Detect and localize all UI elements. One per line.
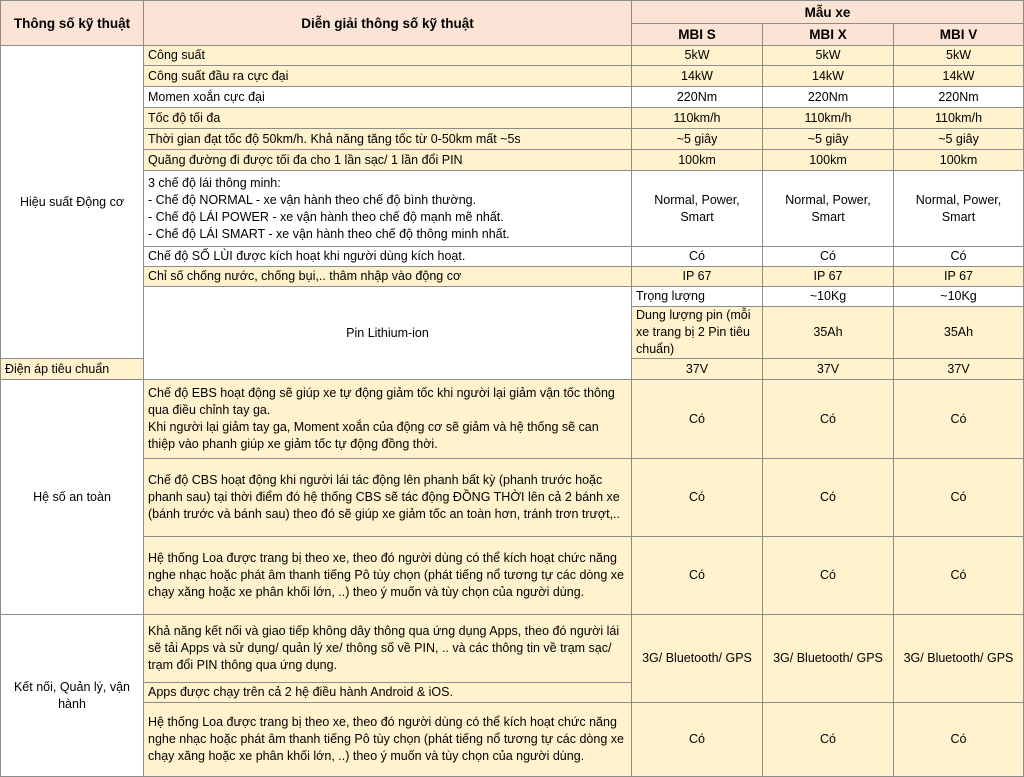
row-description: Trọng lượng bbox=[632, 287, 763, 307]
value-mbi-v: 37V bbox=[894, 359, 1024, 380]
value-mbi-v: Có bbox=[894, 703, 1024, 777]
header-model-mbi-x: MBI X bbox=[763, 24, 894, 46]
value-mbi-s: Có bbox=[632, 459, 763, 537]
value-mbi-v: Có bbox=[894, 247, 1024, 267]
value-mbi-s: 100km bbox=[632, 150, 763, 171]
row-description: Chế độ EBS hoạt động sẽ giúp xe tự động giảm tốc khi người lại giảm vận tốc thông qua điều chỉnh tay ga. Khi người lại giảm tay ga, Moment xoắn của động cơ sẽ giảm và hệ thống sẽ can thiệp vào phanh giúp xe giảm tốc tự động đồng thời. bbox=[144, 380, 632, 459]
value-mbi-s: Có bbox=[632, 247, 763, 267]
row-description: Momen xoắn cực đại bbox=[144, 87, 632, 108]
row-description: Tốc độ tối đa bbox=[144, 108, 632, 129]
value-mbi-v: 100km bbox=[894, 150, 1024, 171]
value-mbi-s: IP 67 bbox=[632, 267, 763, 287]
value-mbi-s: Có bbox=[632, 703, 763, 777]
value-mbi-v: IP 67 bbox=[894, 267, 1024, 287]
category-engine: Hiệu suất Động cơ bbox=[1, 46, 144, 359]
value-mbi-s: 14kW bbox=[632, 66, 763, 87]
value-mbi-s: 37V bbox=[632, 359, 763, 380]
value-mbi-v: ~5 giây bbox=[894, 129, 1024, 150]
value-mbi-s: 35Ah bbox=[763, 307, 894, 359]
table-row bbox=[1, 267, 1024, 287]
table-row bbox=[1, 703, 1024, 777]
value-mbi-s: Có bbox=[632, 537, 763, 615]
row-description: Chỉ số chống nước, chống bụi,.. thâm nhập vào động cơ bbox=[144, 267, 632, 287]
header-model-mbi-v: MBI V bbox=[894, 24, 1024, 46]
row-description: 3 chế độ lái thông minh: - Chế độ NORMAL - xe vận hành theo chế độ bình thường. - Chế độ LÁI POWER - xe vận hành theo chế độ mạnh mẽ nhất. - Chế độ LÁI SMART - xe vận hành theo chế độ thông minh nhất. bbox=[144, 171, 632, 247]
row-description: Chế độ CBS hoạt động khi người lái tác động lên phanh bất kỳ (phanh trước hoặc phanh sau) tại thời điểm đó hệ thống CBS sẽ tác động ĐỒNG THỜI lên cả 2 bánh xe (bánh trước và bánh sau) theo đó sẽ giúp xe giảm tốc an toàn hơn, tránh trơn trượt,.. bbox=[144, 459, 632, 537]
row-description: Apps được chạy trên cả 2 hệ điều hành Android & iOS. bbox=[144, 683, 632, 703]
row-description: Hệ thống Loa được trang bị theo xe, theo đó người dùng có thể kích hoạt chức năng nghe nhạc hoặc phát âm thanh tiếng Pô tùy chọn (phát tiếng nổ tương tự các dòng xe chạy xăng hoặc xe phân khối lớn, ..) theo ý muốn và tùy chọn của người dùng. bbox=[144, 537, 632, 615]
value-mbi-v: Normal, Power, Smart bbox=[894, 171, 1024, 247]
table-row bbox=[1, 108, 1024, 129]
value-mbi-v: 5kW bbox=[894, 46, 1024, 66]
value-mbi-s: ~10Kg bbox=[763, 287, 894, 307]
header-model-group: Mẫu xe bbox=[632, 1, 1024, 24]
table-row bbox=[1, 459, 1024, 537]
value-mbi-s: Có bbox=[632, 380, 763, 459]
value-mbi-s: 5kW bbox=[632, 46, 763, 66]
category-safety: Hệ số an toàn bbox=[1, 380, 144, 615]
table-row bbox=[1, 287, 1024, 307]
table-row bbox=[1, 615, 1024, 683]
row-description: Chế độ SỐ LÙI được kích hoạt khi người dùng kích hoạt. bbox=[144, 247, 632, 267]
value-mbi-v: 3G/ Bluetooth/ GPS bbox=[894, 615, 1024, 703]
row-description: Điện áp tiêu chuẩn bbox=[1, 359, 144, 380]
value-mbi-x: ~10Kg bbox=[894, 287, 1024, 307]
value-mbi-s: Normal, Power, Smart bbox=[632, 171, 763, 247]
value-mbi-x: Normal, Power, Smart bbox=[763, 171, 894, 247]
value-mbi-x: 35Ah bbox=[894, 307, 1024, 359]
table-row bbox=[1, 129, 1024, 150]
table-row bbox=[1, 171, 1024, 247]
row-description: Công suất đầu ra cực đại bbox=[144, 66, 632, 87]
value-mbi-s: 3G/ Bluetooth/ GPS bbox=[632, 615, 763, 703]
row-description: Hệ thống Loa được trang bị theo xe, theo đó người dùng có thể kích hoạt chức năng nghe nhạc hoặc phát âm thanh tiếng Pô tùy chọn (phát tiếng nổ tương tự các dòng xe chạy xăng hoặc xe phân khối lớn, ..) theo ý muốn và tùy chọn của người dùng. bbox=[144, 703, 632, 777]
row-description: Công suất bbox=[144, 46, 632, 66]
table-row bbox=[1, 537, 1024, 615]
value-mbi-v: 220Nm bbox=[894, 87, 1024, 108]
row-description: Khả năng kết nối và giao tiếp không dây thông qua ứng dụng Apps, theo đó người lái sẽ tải Apps và sử dụng/ quản lý xe/ thông số về PIN, .. và các thông tin về trạm sạc/ trạm đổi PIN thông qua ứng dụng. bbox=[144, 615, 632, 683]
value-mbi-x: IP 67 bbox=[763, 267, 894, 287]
row-description: Thời gian đạt tốc độ 50km/h. Khả năng tăng tốc từ 0-50km mất ~5s bbox=[144, 129, 632, 150]
category-battery: Pin Lithium-ion bbox=[144, 287, 632, 380]
value-mbi-v: 110km/h bbox=[894, 108, 1024, 129]
value-mbi-x: Có bbox=[763, 703, 894, 777]
value-mbi-v: 14kW bbox=[894, 66, 1024, 87]
row-description: Dung lượng pin (mỗi xe trang bị 2 Pin tiêu chuẩn) bbox=[632, 307, 763, 359]
value-mbi-x: 5kW bbox=[763, 46, 894, 66]
value-mbi-v: Có bbox=[894, 459, 1024, 537]
header-model-mbi-s: MBI S bbox=[632, 24, 763, 46]
value-mbi-x: Có bbox=[763, 380, 894, 459]
table-row bbox=[1, 380, 1024, 459]
table-row bbox=[1, 46, 1024, 66]
value-mbi-x: Có bbox=[763, 537, 894, 615]
category-connectivity: Kết nối, Quản lý, vận hành bbox=[1, 615, 144, 777]
value-mbi-x: 220Nm bbox=[763, 87, 894, 108]
value-mbi-s: ~5 giây bbox=[632, 129, 763, 150]
value-mbi-s: 220Nm bbox=[632, 87, 763, 108]
table-row bbox=[1, 87, 1024, 108]
value-mbi-x: 100km bbox=[763, 150, 894, 171]
value-mbi-x: Có bbox=[763, 247, 894, 267]
value-mbi-x: 110km/h bbox=[763, 108, 894, 129]
header-spec: Thông số kỹ thuật bbox=[1, 1, 144, 46]
value-mbi-x: 14kW bbox=[763, 66, 894, 87]
table-row bbox=[1, 66, 1024, 87]
value-mbi-x: 37V bbox=[763, 359, 894, 380]
value-mbi-v: Có bbox=[894, 537, 1024, 615]
table-row bbox=[1, 247, 1024, 267]
value-mbi-x: 3G/ Bluetooth/ GPS bbox=[763, 615, 894, 703]
value-mbi-x: Có bbox=[763, 459, 894, 537]
value-mbi-s: 110km/h bbox=[632, 108, 763, 129]
row-description: Quãng đường đi được tối đa cho 1 lần sạc/ 1 lần đổi PIN bbox=[144, 150, 632, 171]
table-row bbox=[1, 150, 1024, 171]
header-description: Diễn giải thông số kỹ thuật bbox=[144, 1, 632, 46]
value-mbi-v: Có bbox=[894, 380, 1024, 459]
value-mbi-x: ~5 giây bbox=[763, 129, 894, 150]
